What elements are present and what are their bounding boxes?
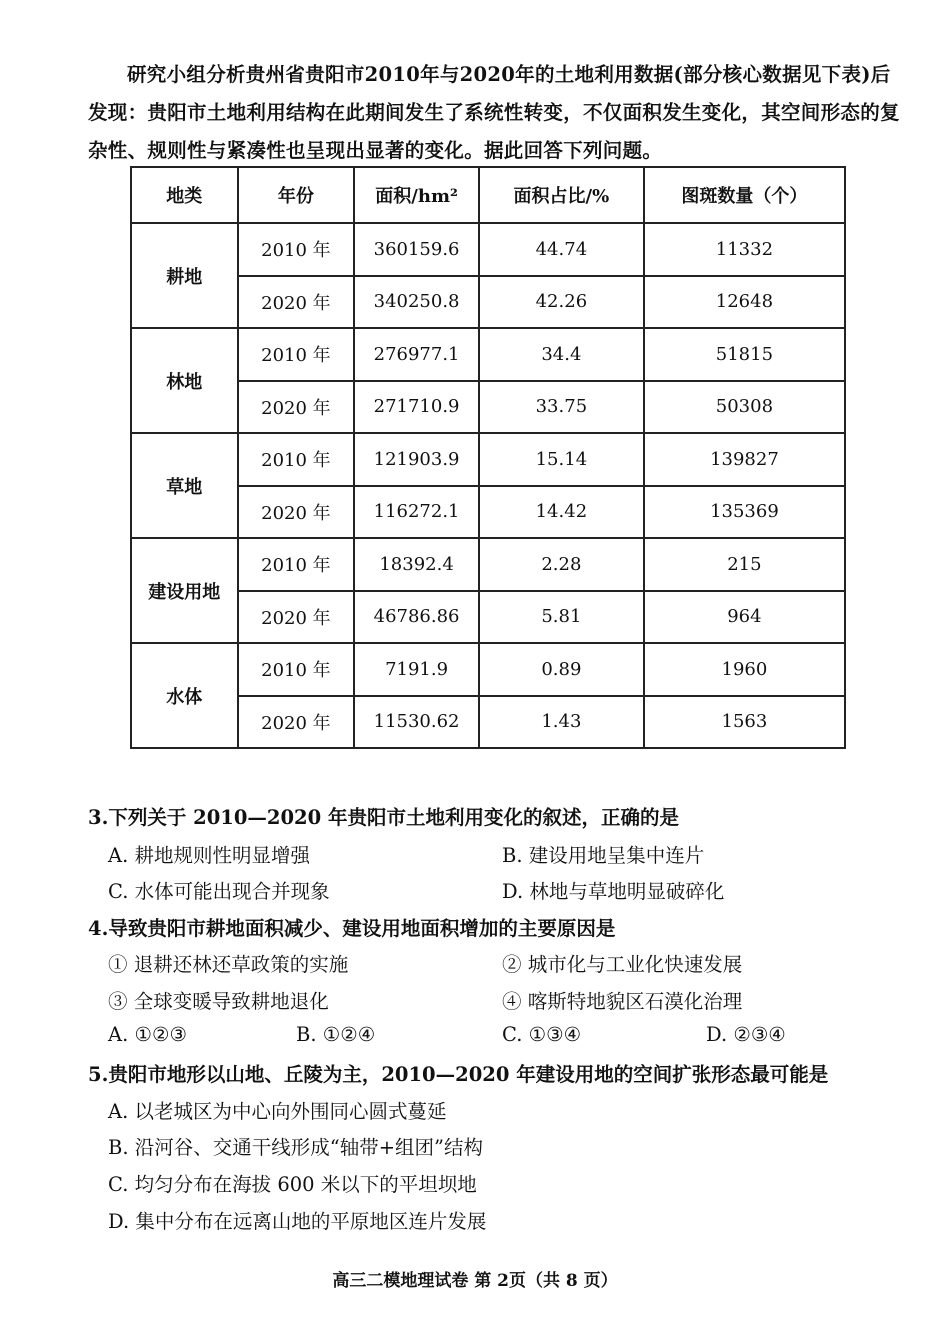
area-cell: 271710.9 [354, 381, 479, 434]
year-cell: 2020 年 [238, 591, 355, 644]
year-cell: 2010 年 [238, 538, 355, 591]
table-row [131, 643, 845, 696]
percent-cell: 14.42 [479, 486, 644, 539]
question-5-option-d[interactable]: D. 集中分布在远离山地的平原地区连片发展 [108, 1210, 487, 1233]
area-cell: 360159.6 [354, 223, 479, 276]
percent-cell: 0.89 [479, 643, 644, 696]
table-row [131, 486, 845, 539]
count-cell: 964 [644, 591, 845, 644]
question-4-option-a[interactable]: A. ①②③ [108, 1023, 187, 1046]
question-3-stem: 3.下列关于 2010—2020 年贵阳市土地利用变化的叙述，正确的是 [88, 806, 679, 829]
percent-cell: 5.81 [479, 591, 644, 644]
count-cell: 51815 [644, 328, 845, 381]
header-area-percent: 面积占比/% [479, 167, 644, 223]
land-type-cell: 草地 [131, 433, 238, 538]
table-row [131, 381, 845, 434]
area-cell: 340250.8 [354, 276, 479, 329]
land-type-cell: 建设用地 [131, 538, 238, 643]
header-patch-count: 图斑数量（个） [644, 167, 845, 223]
area-cell: 18392.4 [354, 538, 479, 591]
question-4-statement-1: ① 退耕还林还草政策的实施 [108, 953, 349, 976]
question-4-statement-2: ② 城市化与工业化快速发展 [502, 953, 743, 976]
land-type-cell: 林地 [131, 328, 238, 433]
percent-cell: 2.28 [479, 538, 644, 591]
land-type-cell: 水体 [131, 643, 238, 748]
percent-cell: 1.43 [479, 696, 644, 749]
question-4-stem: 4.导致贵阳市耕地面积减少、建设用地面积增加的主要原因是 [88, 917, 616, 940]
year-cell: 2020 年 [238, 381, 355, 434]
table-row [131, 328, 845, 381]
count-cell: 1563 [644, 696, 845, 749]
question-4-statement-3: ③ 全球变暖导致耕地退化 [108, 990, 329, 1013]
table-row [131, 591, 845, 644]
intro-paragraph: 研究小组分析贵州省贵阳市2010年与2020年的土地利用数据(部分核心数据见下表)后发现：贵阳市土地利用结构在此期间发生了系统性转变，不仅面积发生变化，其空间形态的复杂性、规则性与紧凑性也呈现出显著的变化。据此回答下列问题。 [88, 63, 900, 162]
question-4-statement-4: ④ 喀斯特地貌区石漠化治理 [502, 990, 743, 1013]
header-land-type: 地类 [131, 167, 238, 223]
page-footer: 高三二模地理试卷 第 2页（共 8 页） [332, 1271, 618, 1291]
table-row [131, 276, 845, 329]
year-cell: 2020 年 [238, 696, 355, 749]
count-cell: 1960 [644, 643, 845, 696]
question-5-option-b[interactable]: B. 沿河谷、交通干线形成“轴带+组团”结构 [108, 1136, 484, 1159]
table-row [131, 538, 845, 591]
count-cell: 50308 [644, 381, 845, 434]
table-row [131, 433, 845, 486]
question-3-option-a[interactable]: A. 耕地规则性明显增强 [108, 844, 310, 867]
year-cell: 2020 年 [238, 276, 355, 329]
percent-cell: 42.26 [479, 276, 644, 329]
question-3-option-b[interactable]: B. 建设用地呈集中连片 [502, 844, 705, 867]
count-cell: 215 [644, 538, 845, 591]
count-cell: 139827 [644, 433, 845, 486]
area-cell: 121903.9 [354, 433, 479, 486]
area-cell: 11530.62 [354, 696, 479, 749]
table-row [131, 696, 845, 749]
question-5-option-a[interactable]: A. 以老城区为中心向外围同心圆式蔓延 [108, 1100, 447, 1123]
percent-cell: 34.4 [479, 328, 644, 381]
header-area: 面积/hm² [354, 167, 479, 223]
area-cell: 276977.1 [354, 328, 479, 381]
question-5-option-c[interactable]: C. 均匀分布在海拔 600 米以下的平坦坝地 [108, 1173, 477, 1196]
area-cell: 7191.9 [354, 643, 479, 696]
land-type-cell: 耕地 [131, 223, 238, 328]
percent-cell: 33.75 [479, 381, 644, 434]
question-3-option-c[interactable]: C. 水体可能出现合并现象 [108, 880, 330, 903]
table-row [131, 223, 845, 276]
year-cell: 2010 年 [238, 643, 355, 696]
count-cell: 11332 [644, 223, 845, 276]
question-4-option-c[interactable]: C. ①③④ [502, 1023, 582, 1046]
question-4-option-b[interactable]: B. ①②④ [296, 1023, 376, 1046]
year-cell: 2010 年 [238, 223, 355, 276]
count-cell: 12648 [644, 276, 845, 329]
question-4-option-d[interactable]: D. ②③④ [706, 1023, 786, 1046]
land-use-table [130, 166, 846, 749]
year-cell: 2010 年 [238, 433, 355, 486]
count-cell: 135369 [644, 486, 845, 539]
table-header-row [131, 167, 845, 223]
question-5-stem: 5.贵阳市地形以山地、丘陵为主，2010—2020 年建设用地的空间扩张形态最可能是 [88, 1063, 829, 1086]
year-cell: 2010 年 [238, 328, 355, 381]
header-year: 年份 [238, 167, 355, 223]
percent-cell: 15.14 [479, 433, 644, 486]
question-3-option-d[interactable]: D. 林地与草地明显破碎化 [502, 880, 725, 903]
area-cell: 116272.1 [354, 486, 479, 539]
percent-cell: 44.74 [479, 223, 644, 276]
area-cell: 46786.86 [354, 591, 479, 644]
year-cell: 2020 年 [238, 486, 355, 539]
